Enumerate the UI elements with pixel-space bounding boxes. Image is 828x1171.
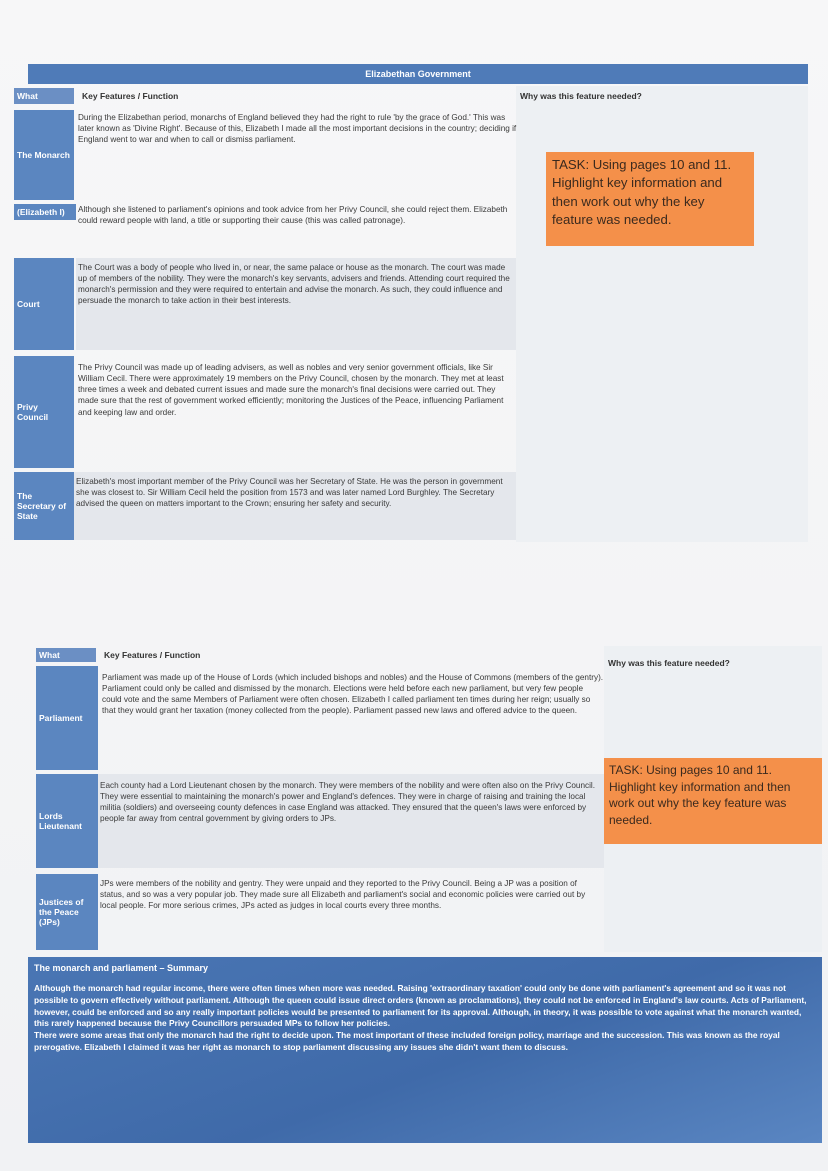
- col-what-header-2: What: [36, 648, 96, 662]
- col-features-header-2: Key Features / Function: [104, 650, 201, 660]
- row-label-lords: Lords Lieutenant: [36, 774, 98, 868]
- row-label-court: Court: [14, 258, 74, 350]
- row-text-privy-council: The Privy Council was made up of leading advisers, as well as nobles and very senior government officials, like Sir William Cecil. There were approximately 19 members on the Privy Council, chosen by the monarch. They met at least three times a week and debated current issues and made sure the monarch's final decisions were carried out. They made sure that the rest of government worked efficiently; monitoring the Justices of the Peace, influencing Parliament and keeping law and order.: [78, 363, 504, 417]
- row-text-jps: JPs were members of the nobility and gentry. They were unpaid and they reported to the Privy Council. Being a JP was a position of status, and so was a very popular job. They made sure all Elizabeth and parliament's social and economic policies were carried out by local people. For more serious crimes, JPs acted as judges in local courts every three months.: [100, 879, 586, 911]
- summary-box: [28, 957, 822, 1143]
- row-label-jps: Justices of the Peace (JPs): [36, 874, 98, 950]
- col-why-header-2: Why was this feature needed?: [608, 658, 730, 668]
- col-what-header-1: What: [14, 88, 74, 104]
- row-text-monarch: During the Elizabethan period, monarchs of England believed they had the right to rule 'by the grace of God.' This was later known as 'Divine Right'. Because of this, Elizabeth I made all the most important decisions in the country; deciding if England went to war and when to call or dismiss parliament.: [78, 113, 517, 145]
- row-label-privy-council: Privy Council: [14, 356, 74, 468]
- row-label-elizabeth: (Elizabeth I): [14, 204, 76, 220]
- col-features-header-1: Key Features / Function: [82, 91, 179, 101]
- task-box-1: TASK: Using pages 10 and 11. Highlight key information and then work out why the key feature was needed.: [546, 152, 754, 246]
- row-text-court: The Court was a body of people who lived in, or near, the same palace or house as the monarch. The court was made up of members of the nobility. They were the monarch's key servants, advisers and friends. Attending court required the monarch's permission and they were required to entertain and advise the monarch. As such, they could influence and persuade the monarch to take action in their best interests.: [78, 263, 510, 306]
- row-text-parliament: Parliament was made up of the House of Lords (which included bishops and nobles) and the House of Commons (members of the gentry). Parliament could only be called and dismissed by the monarch. Elections were held before each new parliament, but very few people could vote and the same Members of Parliament were often chosen. Elizabeth I called parliament ten times during her reign; usually so that they would grant her taxation (money collected from the people). Parliament passed new laws and offered advice to the queen.: [102, 673, 604, 716]
- row-label-monarch: The Monarch: [14, 110, 74, 200]
- summary-paragraph-2: There were some areas that only the monarch had the right to decide upon. The most important of these included foreign policy, marriage and the succession. This was known as the royal prerogative. Elizabeth I claimed it was her right as monarch to stop parliament discussing any issues she didn't want them to discuss.: [34, 1030, 780, 1052]
- col-why-header-1: Why was this feature needed?: [520, 91, 642, 101]
- row-text-elizabeth: Although she listened to parliament's opinions and took advice from her Privy Council, she could reject them. Elizabeth could reward people with land, a title or supporting their cause (this was called patronage).: [78, 205, 508, 226]
- task-box-2: TASK: Using pages 10 and 11. Highlight key information and then work out why the key feature was needed.: [604, 758, 822, 844]
- row-text-secretary: Elizabeth's most important member of the Privy Council was her Secretary of State. He was the person in government she was closest to. Sir William Cecil held the position from 1573 and was later named Lord Burghley. The Secretary advised the queen on matters important to the Crown; ensuring her safety and security.: [76, 477, 503, 509]
- page-title: Elizabethan Government: [28, 64, 808, 84]
- summary-paragraph-1: Although the monarch had regular income, there were often times when more was needed. Raising 'extraordinary taxation' could only be done with parliament's agreement and so it was not possible to govern effectively without parliament. Although the queen could issue direct orders (known as proclamations), they could not be enforced in England's law courts. Acts of Parliament, however, could be enforced and so any really important policies would be presented to parliament for its approval. Although, in theory, it was possible to vote against what the monarch wanted, this rarely happened because the Privy Councillors persuaded MPs to follow her policies.: [34, 983, 807, 1029]
- summary-title: The monarch and parliament – Summary: [34, 963, 209, 973]
- row-text-lords: Each county had a Lord Lieutenant chosen by the monarch. They were members of the nobility and were often also on the Privy Council. They were essential to maintaining the monarch's power and England's defences. They were in charge of raising and training the local militia (soldiers) and overseeing county defences in case England was attacked. They ensured that the queen's laws were enforced by people far away from central government by giving orders to JPs.: [100, 781, 596, 824]
- row-label-parliament: Parliament: [36, 666, 98, 770]
- row-label-secretary: The Secretary of State: [14, 472, 74, 540]
